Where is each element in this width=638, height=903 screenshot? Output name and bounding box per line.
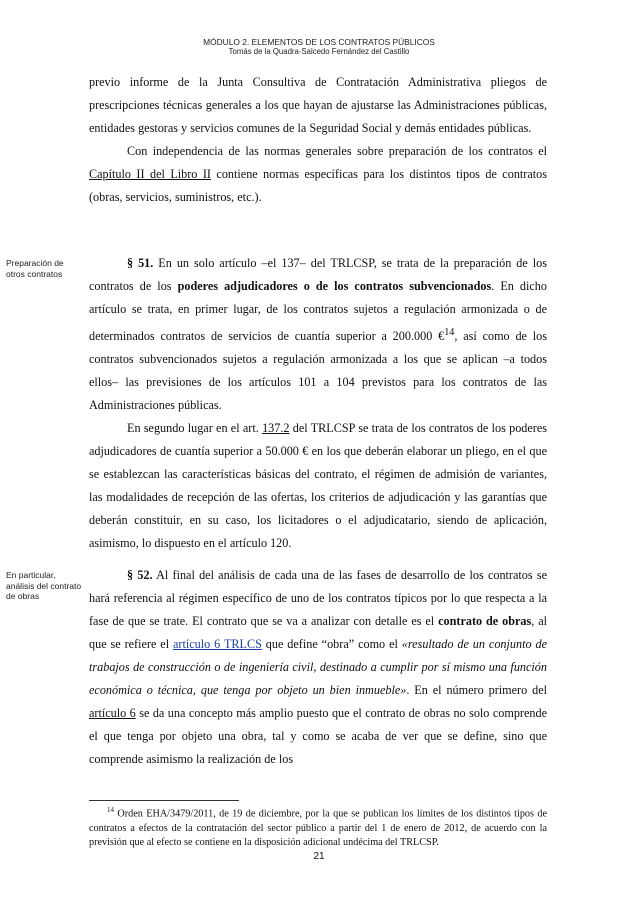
footnote-text: Orden EHA/3479/2011, de 19 de diciembre, por la que se publican los límites de los distintos tipos de contratos a efectos de la contratación del sector público a partir del 1 de enero de 2012, de acuerdo con la previsión que al efecto se contiene en la disposición adicional undécima del TRLCSP. [89,808,547,849]
capitulo-ii-link[interactable]: Capítulo II del Libro II [89,167,211,181]
section-52-text-a: Al final del análisis de cada una de las fases de desarrollo de los contratos se hará referencia al régimen específico de uno de los contratos típicos por lo que respecta a la fase de que se trate. El contrato que se va a analizar con detalle es el [89,568,547,628]
section-51-text-b: . En dicho artículo se trata, en primer lugar, de los contratos sujetos a regulación armonizada o de determinados contratos de servicios de cuantía superior a 200.000 € [89,279,547,344]
paragraph-1: previo informe de la Junta Consultiva de Contratación Administrativa pliegos de prescripciones técnicas generales a los que hayan de ajustarse las Administraciones públicas, entidades gestoras y servicios comunes de la Seguridad Social y demás entidades públicas. [89,75,547,135]
art-137-2-link[interactable]: 137.2 [262,421,290,436]
obra-definition-quote: «resultado de un conjunto de trabajos de construcción o de ingeniería civil, destinado a cumplir por sí mismo una función económica o técnica, que tenga por objeto un bien inmueble» [89,637,547,697]
articulo-6-trlcs-link[interactable]: artículo 6 TRLCS [173,637,262,651]
section-52-text-b: , al que se refiere el [89,614,547,651]
section-51-number: § 51. [127,256,154,270]
paragraph-2-text-a: Con independencia de las normas generales sobre preparación de los contratos el [127,144,547,158]
main-text-block-2 [89,252,547,555]
footnote-ref-14[interactable]: 14 [444,327,455,338]
section-52-text-c: que define “obra” como el [261,637,402,651]
header-module-title: MÓDULO 2. ELEMENTOS DE LOS CONTRATOS PÚBLICOS [203,37,435,47]
section-51-text-a: En un solo artículo –el 137– del TRLCSP, se trata de la preparación de los contratos de los [89,256,547,293]
footnote-divider [89,800,239,801]
section-52-number: § 52. [127,568,153,582]
paragraph-4-text-b: del TRLCSP se trata de los contratos de los poderes adjudicadores de cuantía superior a 50.000 € en los que deberán elaborar un pliego, en el que se establezcan las características básicas del contrato, el régimen de admisión de variantes, las modalidades de recepción de las ofertas, los criterios de adjudicación y las garantías que deberán constituir, en su caso, los licitadores o el adjudicatario, siendo de aplicación, asimismo, lo dispuesto en el artículo 120. [89,421,547,551]
footnote-marker: 14 [107,806,114,814]
page-header [0,37,638,57]
contrato-de-obras-bold: contrato de obras [438,614,532,628]
articulo-6-link[interactable]: artículo 6 [89,706,136,720]
section-51-bold: poderes adjudicadores o de los contratos subvencionados [177,279,492,293]
paragraph-section-51 [89,252,547,417]
margin-note-contrato-obras: En particular, análisis del contrato de obras [6,570,82,601]
paragraph-4-text-a: En segundo lugar en el art. [127,421,263,436]
section-52-text-e: se da una concepto más amplio puesto que el contrato de obras no solo comprende el que tenga por objeto una obra, tal y como se acaba de ver que se define, sino que comprende asimismo la realización de los [89,706,547,766]
header-author: Tomás de la Quadra-Salcedo Fernández del Castillo [228,47,410,56]
paragraph-4 [89,417,547,555]
main-text-block-1 [89,71,547,209]
section-51-text-c: , así como de los contratos subvencionados sujetos a regulación armonizada a los que se aplican –a todos ellos– las previsiones de los artículos 101 a 104 previstos para los contratos de las Administraciones públicas. [89,329,547,413]
paragraph-2-text-b: contiene normas específicas para los distintos tipos de contratos (obras, servicios, suministros, etc.). [89,167,547,204]
page-number: 21 [313,851,325,862]
margin-note-preparacion: Preparación de otros contratos [6,258,64,279]
paragraph-section-52 [89,564,547,771]
main-text-block-3 [89,564,547,771]
footnote-14 [89,803,547,851]
paragraph-2 [89,140,547,209]
section-52-text-d: . En el número primero del [406,683,547,697]
